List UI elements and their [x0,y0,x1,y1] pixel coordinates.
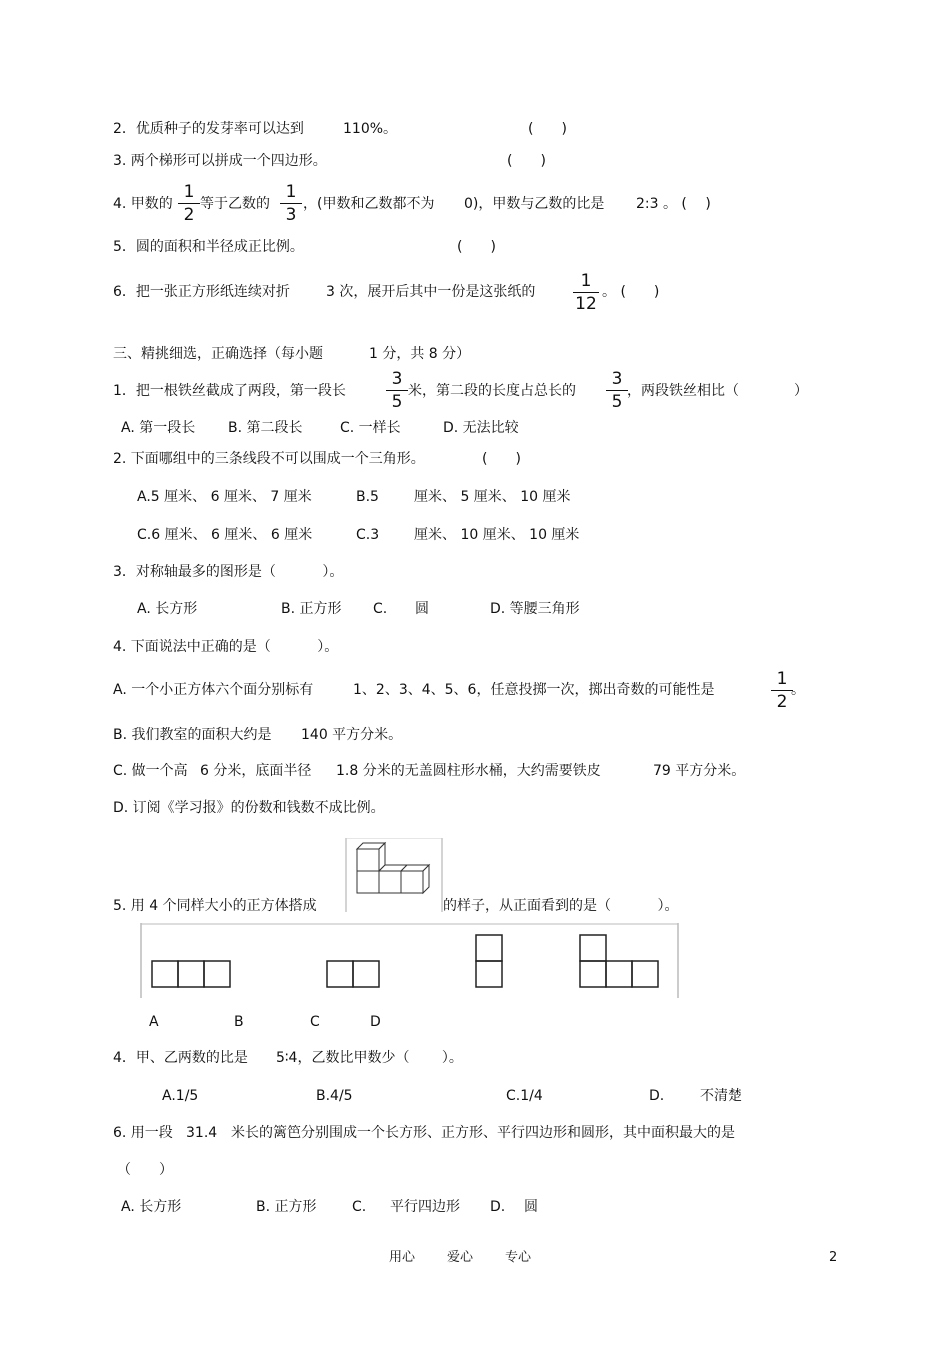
q3-answer-paren[interactable]: ( ) [507,153,546,169]
s3q4b2-option-d-label[interactable]: D. [649,1088,665,1104]
s3q4a-text-b: 1、2、3、4、5、6，任意投掷一次，掷出奇数的可能性是 [353,682,715,698]
s3q6-option-a[interactable]: A. 长方形 [121,1199,182,1215]
s3q1-text-d: ） [794,383,808,399]
s3q4b-text-a: B. 我们教室的面积大约是 [113,727,272,743]
view-c-vertical-squares [476,935,502,987]
s3q1-option-d[interactable]: D. 无法比较 [443,420,519,436]
q5-answer-paren[interactable]: ( ) [457,239,496,255]
s3q1-option-a[interactable]: A. 第一段长 [121,420,196,436]
s3q4b2-option-a[interactable]: A.1/5 [162,1088,199,1104]
section3-title-b: 1 分，共 8 分） [369,346,471,362]
fraction-three-fifths-b: 3 5 [606,369,628,412]
s3q2-option-b-text: 厘米、 5 厘米、 10 厘米 [414,489,571,505]
footer-word-3: 专心 [505,1250,532,1265]
s3q1-text-c: ，两段铁丝相比（ [627,383,739,399]
view-d-l-shape [580,935,658,987]
s3q6-text-b: 31.4 [186,1125,218,1141]
q4-text-b: 等于乙数的 [200,196,270,212]
q4-text-d: 0)，甲数与乙数的比是 [464,196,605,212]
s3q2-option-d-label[interactable]: C.3 [356,527,380,543]
s3q4d-text: D. 订阅《学习报》的份数和钱数不成比例。 [113,800,385,816]
s3q2-option-b-label[interactable]: B.5 [356,489,379,505]
q4-answer-paren[interactable]: 2:3 。 ( ) [636,196,711,212]
s3q5-answer-views [140,923,680,998]
fraction-one-third: 1 3 [280,182,302,225]
footer-word-2: 爱心 [447,1250,474,1265]
s3q5-option-a[interactable]: A [149,1014,159,1030]
footer-word-1: 用心 [389,1250,416,1265]
s3q5-option-d[interactable]: D [370,1014,381,1030]
s3q2-option-d-text: 厘米、 10 厘米、 10 厘米 [414,527,580,543]
s3q4b-text-b: 140 平方分米。 [301,727,403,743]
s3q1-text-a: 1．把一根铁丝截成了两段，第一段长 [113,383,346,399]
fraction-one-half-b: 1 2 [771,669,793,712]
s3q3-option-b[interactable]: B. 正方形 [281,601,342,617]
s3q5-option-c[interactable]: C [310,1014,320,1030]
s3q4b2-option-b[interactable]: B.4/5 [316,1088,353,1104]
q4-text-a: 4. 甲数的 [113,196,173,212]
q3-text: 3. 两个梯形可以拼成一个四边形。 [113,153,327,169]
q2-number: 110%。 [343,121,398,137]
s3q2-answer-paren[interactable]: ( ) [482,451,521,467]
q2-text: 2．优质种子的发芽率可以达到 [113,121,304,137]
fraction-one-twelfth: 1 12 [573,271,599,314]
s3q4c-text-d: 79 平方分米。 [653,763,746,779]
s3q2-option-c[interactable]: C.6 厘米、 6 厘米、 6 厘米 [137,527,313,543]
cube-stack-figure [345,838,443,912]
fraction-three-fifths-a: 3 5 [386,369,408,412]
q4-text-c: ，(甲数和乙数都不为 [303,196,435,212]
s3q4b2-option-d-text: 不清楚 [700,1088,742,1104]
s3q5-option-b[interactable]: B [234,1014,244,1030]
s3q4c-text-b: 6 分米，底面半径 [200,763,312,779]
s3q6-option-d-text: 圆 [524,1199,538,1215]
s3q4b2-text-b: 5∶4，乙数比甲数少（ ）。 [276,1050,463,1066]
s3q6-option-d-label[interactable]: D. [490,1199,506,1215]
s3q4b2-option-c[interactable]: C.1/4 [506,1088,543,1104]
s3q6-option-b[interactable]: B. 正方形 [256,1199,317,1215]
s3q1-option-b[interactable]: B. 第二段长 [228,420,303,436]
s3q4c-text-a: C. 做一个高 [113,763,188,779]
s3q3-text: 3．对称轴最多的图形是（ ）。 [113,564,344,580]
s3q4a-text-c: 。 [791,682,805,698]
s3q5-text-a: 5. 用 4 个同样大小的正方体搭成 [113,898,317,914]
s3q6-text-c: 米长的篱笆分别围成一个长方形、正方形、平行四边形和圆形，其中面积最大的是 [231,1125,735,1141]
s3q4c-text-c: 1.8 分米的无盖圆柱形水桶，大约需要铁皮 [336,763,601,779]
s3q4-text: 4. 下面说法中正确的是（ ）。 [113,639,339,655]
fraction-one-half: 1 2 [178,182,200,225]
view-a-three-squares [152,961,230,987]
s3q1-option-c[interactable]: C. 一样长 [340,420,401,436]
s3q3-option-d[interactable]: D. 等腰三角形 [490,601,580,617]
s3q1-text-b: 米，第二段的长度占总长的 [408,383,576,399]
s3q3-option-c-label[interactable]: C. [373,601,388,617]
q2-answer-paren[interactable]: ( ) [528,121,567,137]
s3q6-option-c-label[interactable]: C. [352,1199,367,1215]
s3q2-option-a[interactable]: A.5 厘米、 6 厘米、 7 厘米 [137,489,312,505]
s3q6-option-c-text: 平行四边形 [390,1199,460,1215]
q6-text-b: 3 次，展开后其中一份是这张纸的 [326,284,536,300]
s3q6-answer-paren[interactable]: （ ） [117,1162,173,1178]
s3q3-option-a[interactable]: A. 长方形 [137,601,198,617]
s3q4a-text-a: A. 一个小正方体六个面分别标有 [113,682,314,698]
q6-text-a: 6．把一张正方形纸连续对折 [113,284,290,300]
page-number: 2 [829,1250,838,1265]
s3q2-text: 2. 下面哪组中的三条线段不可以围成一个三角形。 [113,451,425,467]
s3q5-text-b: 的样子，从正面看到的是（ ）。 [443,898,679,914]
section3-title-a: 三、精挑细选，正确选择（每小题 [113,346,323,362]
s3q6-text-a: 6. 用一段 [113,1125,173,1141]
s3q4b2-text-a: 4．甲、乙两数的比是 [113,1050,248,1066]
view-b-two-squares [327,961,379,987]
q6-answer-paren[interactable]: 。 ( ) [602,284,660,300]
q5-text: 5．圆的面积和半径成正比例。 [113,239,304,255]
s3q3-option-c-text: 圆 [415,601,429,617]
